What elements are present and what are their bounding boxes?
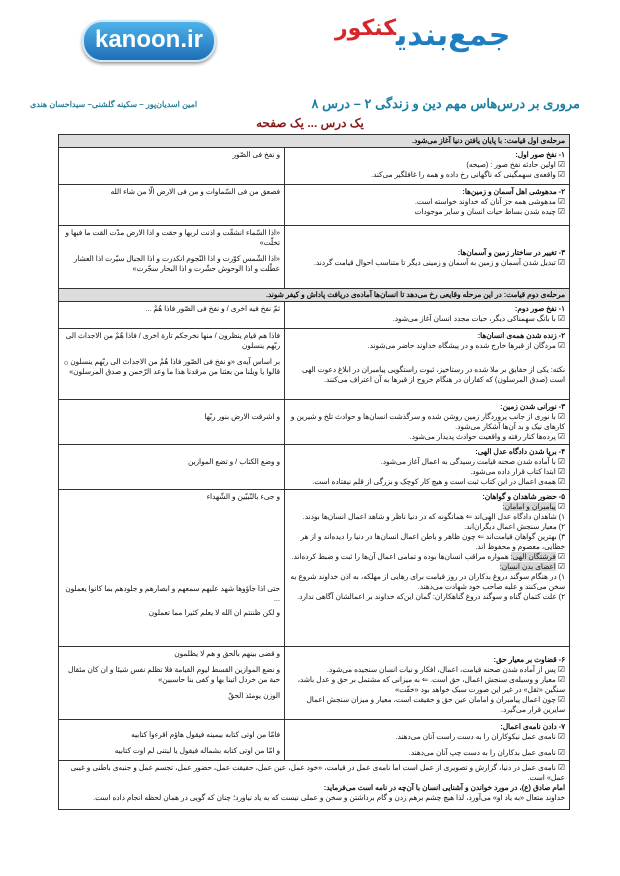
jambandi-konkur-logo [335, 18, 510, 53]
page-title: مروری بر درس‌هاس مهم دین و زندگی ۲ – درس ۸ [311, 96, 580, 111]
table-row [59, 720, 569, 760]
checked-item: ☑ با آماده شدن صحنه قیامت رسیدگی به اعمال آغاز می‌شود. [289, 457, 565, 467]
checked-item: ☑ نامه‌ی عمل نیکوکاران را به دست راست آنان می‌دهند. [289, 732, 565, 742]
checked-item: ☑ پرده‌ها کنار رفته و واقعیت حوادث پدیدار می‌شود. [289, 432, 565, 442]
kanoon-logo: kanoon.ir [82, 20, 216, 62]
checked-item: ☑ نامه‌ی عمل بدکاران را به دست چپ آنان می‌دهند. [289, 748, 565, 758]
table-row [59, 490, 569, 647]
list-item: همواره مراقب انسان‌ها بوده و تمامی اعمال آن‌ها را ثبت و ضبط کرده‌اند. [291, 552, 509, 561]
verse: فامّا من اوتی کتابه بیمینه فیقول هاؤم اقرءوا کتابیه [131, 730, 280, 739]
verse: و امّا من اوتی کتابه بشماله فیقول یا لیتنی لم اوت کتابیه [114, 746, 280, 755]
verse: و قضی بینهم بالحق و هم لا یظلمون [174, 649, 280, 658]
checked-item: ☑ معیار و وسیله‌ی سنجش اعمال، حق است. ⇐ به میزانی که مشتمل بر حق و عدل باشد، سنگین «ثقل» در غیر این صورت سبک خواهد بود «خفّت» [289, 675, 565, 695]
row-heading: ۴- برپا شدن دادگاه عدل الهی: [475, 447, 565, 456]
list-item: ۱) در هنگام سوگند دروغ بدکاران در روز قیامت برای رهایی از مهلکه، به اذن خداوند شروع به سخن می‌کنند و علیه صاحب خود شهادت می‌دهند. [290, 572, 565, 591]
verse: «اذا الشّمس کوّرت و اذا النّجوم انکدرت و اذا الجبال سیّرت اذا العشار عطّلت و اذا الوحوش حشّرت و اذا البحار سجّرت» [73, 254, 280, 273]
subtitle: یک درس ... یک صفحه [256, 116, 364, 130]
row-heading: ۳- نورانی شدن زمین: [500, 402, 565, 411]
list-item: ۱) شاهدان دادگاه عدل الهی‌اند ⇐ همانگونه که در دنیا ناظر و شاهد اعمال انسان‌ها بودند. [302, 512, 565, 521]
table-row [59, 400, 569, 445]
verse: و جیء بالنّبیّین و الشّهداء [206, 492, 280, 501]
summary-table [58, 134, 570, 810]
table-row [59, 148, 569, 185]
verse: و نفخ فی الصّور [232, 150, 280, 159]
row-heading: ۷- دادن نامه‌ی اعمال: [500, 722, 565, 731]
verse: «اذا السّماء انشقّت و اذنت لربها و حقت و اذا الارض مدّت القت ما فیها و تخلّت» [65, 228, 280, 247]
verse: فصعق من فی السّماوات و من فی الارض الّا من شاء الله [110, 187, 280, 196]
checked-item: ☑ چون اعمال پیامبران و امامان عین حق و حقیقت است، معیار و میزان سنجش اعمال سایرین قرار می‌گیرد. [289, 695, 565, 715]
checked-item: ☑ پس از آماده شدن صحنه قیامت، اعمال، افکار و نیات انسان سنجیده می‌شود. [289, 665, 565, 675]
table-row [59, 226, 569, 289]
checked-item: ☑ همه‌ی اعمال در این کتاب ثبت است و هیچ کار کوچک و بزرگی از قلم نیفتاده است. [289, 477, 565, 487]
checked-item: ☑ نامه‌ی عمل در دنیا، گزارش و تصویری از عمل است اما نامه‌ی عمل در قیامت، «خود عمل، عین عمل، حقیقت عمل، حضور عمل، تجسم عمل و جنبه‌ی باطنی و غیبی عمل» است. [63, 763, 565, 783]
verse: و اشرقت الارض بنور ربّها [204, 412, 280, 421]
checked-item: ☑ مردگان از قبرها خارج شده و در پیشگاه خداوند حاضر می‌شوند. [289, 341, 565, 351]
subheading: اعضای بدن انسان: [499, 562, 556, 571]
list-item: ۲) علت کتمان گناه و سوگند دروغ گناهکاران: گمان این‌که خداوند بر اعمالشان آگاهی ندارد. [297, 592, 565, 601]
footer-note [59, 760, 569, 809]
logo-accent-text: کنکور [335, 16, 397, 41]
row-heading: ۶- قضاوت بر معیار حق: [493, 655, 565, 664]
row-heading: ۱- نفخ صور دوم: [514, 304, 565, 313]
verse: فاذا هم قیام ینظرون / منها نخرجکم تارة اخری / فاذا هُمْ من الاجداث الی ربّهم ینسلون [65, 331, 280, 350]
table-row [59, 302, 569, 329]
verse: حتی اذا جاؤوها شهد علیهم سمعهم و ابصارهم و جلودهم بما کانوا یعملون ... [65, 584, 280, 603]
table-row [59, 185, 569, 226]
stage-1-header: مرحله‌ی اول قیامت: با پایان یافتن دنیا آغاز می‌شود. [59, 135, 569, 148]
list-item: ۳) بهترین گواهان قیامت‌اند ⇐ چون ظاهر و باطن اعمال انسان‌ها در دنیا را دیده‌اند و از هر خطایی، معصوم و محفوظ اند. [300, 532, 565, 551]
verse: بر اساس آیه‌ی «و نفخ فی الصّور فاذا هُمْ من الاجداث الی ربّهم ینسلون ۞ قالوا یا ویلنا من بعثنا من مرقدنا هذا ما وعد الرّحمن و صدق المرسلون» [63, 357, 280, 376]
row-heading: ۲- مدهوشی اهل آسمان و زمین‌ها: [462, 187, 565, 196]
subheading: پیامبران و امامان: [502, 502, 556, 511]
logo-main-text: جمع‌بندی [396, 18, 511, 53]
verse: الوزن یومئذ الحقّ [228, 691, 280, 700]
checked-item: ☑ با بانگ سهمناکی دیگر، حیات مجدد انسان آغاز می‌شود. [289, 314, 565, 324]
checked-item: ☑ با نوری از جانب پروردگار زمین روشن شده و سرگذشت انسان‌ها و حوادث تلخ و شیرین و کارهای نیک و بد آن‌ها آشکار می‌شود. [289, 412, 565, 432]
checked-item: ☑ واقعه‌ی سهمگینی که ناگهانی رخ داده و همه را غافلگیر می‌کند. [289, 170, 565, 180]
imam-quote: خداوند متعال «به یاد او» می‌آورد، لذا هیچ چشم برهم زدن و گام برداشتن و سخن و عملی نیست که به یاد نیاورد؛ چنان که گویی در همان لحظه انجام داده است. [93, 793, 565, 802]
checked-item: ☑ ابتدا کتاب قرار داده می‌شود. [289, 467, 565, 477]
checked-item: ☑ تبدیل شدن آسمان و زمین به آسمان و زمینی دیگر تا متناسب احوال قیامت گردند. [289, 258, 565, 268]
checked-item: ☑ چیده شدن بساط حیات انسان و سایر موجودات [289, 207, 565, 217]
row-heading: ۵- حضور شاهدان و گواهان: [482, 492, 565, 501]
verse: و لکن ظننتم ان الله لا یعلم کثیرا مما تعملون [148, 608, 280, 617]
authors: امین اسدیان‌پور – سکینه گلشنی– سیداحسان هندی [30, 100, 198, 109]
table-row [59, 329, 569, 400]
verse: و نضع الموازین القسط لیوم القیامة فلا تظلم نفس شیئا و ان کان مثقال حبة من خردل اتینا بها و کفی بنا حاسبین» [68, 665, 280, 684]
subheading: فرشتگان الهی: [510, 552, 556, 561]
verse: ثمّ نفخ فیه اخری / و نفخ فی الصّور فاذا هُمْ ... [145, 304, 280, 313]
row-heading: ۲- زنده شدن همه‌ی انسان‌ها: [477, 331, 565, 340]
verse: و وضع الکتاب / و تضع الموازین [187, 457, 280, 466]
table-row [59, 647, 569, 720]
imam-quote-intro: امام صادق (ع)، در مورد خواندن و آشنایی انسان با آن‌چه در نامه است می‌فرماید: [323, 783, 565, 792]
row-heading: ۱- نفخ صور اول: [515, 150, 565, 159]
checked-item: ☑ مدهوشی همه جز آنان که خداوند خواسته است. [289, 197, 565, 207]
table-row [59, 445, 569, 490]
row-heading: ۳- تغییر در ساختار زمین و آسمان‌ها: [457, 248, 565, 257]
stage-2-header: مرحله‌ی دوم قیامت: در این مرحله وقایعی رخ می‌دهد تا انسان‌ها آماده‌ی دریافت پاداش و کیفر شوند. [59, 289, 569, 302]
note: نکته: یکی از حقایق بر ملا شده در رستاخیز، ثبوت راستگویی پیامبران در ابلاغ دعوت الهی است (صدق المرسلون) که کفاران در هنگام خروج از قبرها به آن اعتراف می‌کنند. [302, 365, 565, 384]
checked-item: ☑ اولین حادثه نفخ صور : (صیحه) [289, 160, 565, 170]
list-item: ۲) معیار سنجش اعمال دیگران‌اند. [464, 522, 565, 531]
